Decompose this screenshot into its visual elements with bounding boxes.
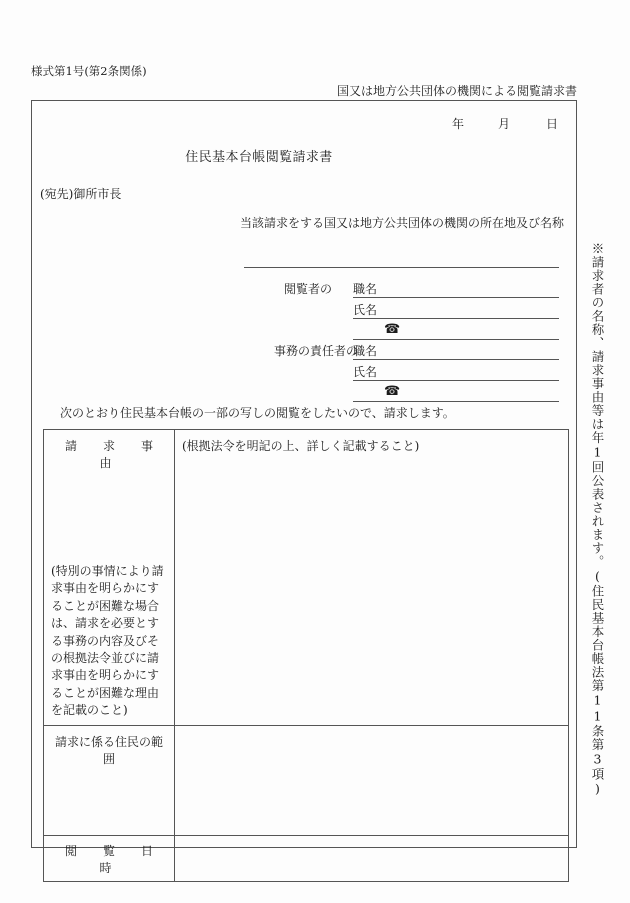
viewer-name-input-rule[interactable]: [353, 318, 559, 319]
scope-label-cell: [44, 725, 175, 835]
viewer-title-input-rule[interactable]: [353, 297, 559, 298]
form-code: 様式第1号(第2条関係): [31, 64, 147, 78]
table-row: [44, 725, 569, 835]
table-row: [44, 430, 569, 726]
datetime-value-cell[interactable]: [175, 835, 569, 881]
reason-value-cell[interactable]: [175, 430, 569, 726]
manager-prefix-label: 事務の責任者の: [274, 344, 359, 358]
reason-label: 請 求 事 由: [64, 439, 180, 470]
reason-note: (特別の事情により請求事由を明らかにすることが困難な場合は、請求を必要とする事務の内容及びその根拠法令並びに請求事由を明らかにすることが困難な理由を記載のこと): [51, 564, 164, 718]
manager-tel-input-rule[interactable]: [353, 401, 559, 402]
date-line: [32, 115, 578, 133]
organization-label: 当該請求をする国又は地方公共団体の機関の所在地及び名称: [240, 216, 565, 230]
manager-name-row: [32, 362, 578, 383]
request-sentence: 次のとおり住民基本台帳の一部の写しの閲覧をしたいので、請求します。: [60, 406, 455, 420]
datetime-value-hint: [182, 841, 561, 843]
scope-value-cell[interactable]: [175, 725, 569, 835]
side-note: ※請求者の名称、請求事由等は年1回公表されます。(住民基本台帳法第11条第3項): [590, 242, 605, 797]
viewer-title-label: 職名: [353, 282, 378, 296]
viewer-name-row: [32, 300, 578, 321]
manager-title-row: [32, 341, 578, 362]
viewer-tel-row: [32, 321, 578, 342]
viewer-block: [32, 279, 578, 342]
reason-value-hint: (根拠法令を明記の上、詳しく記載すること): [182, 439, 420, 453]
page-title: 住民基本台帳閲覧請求書: [185, 150, 333, 165]
viewer-prefix-label: 閲覧者の: [284, 282, 333, 296]
telephone-icon: ☎: [384, 384, 401, 399]
viewer-name-label: 氏名: [353, 303, 378, 317]
form-frame: [31, 100, 577, 875]
date-day-label: 日: [546, 117, 559, 131]
viewer-title-row: [32, 279, 578, 300]
date-month-label: 月: [498, 117, 511, 131]
document-heading: 国又は地方公共団体の機関による閲覧請求書: [336, 84, 577, 98]
addressee: (宛先)御所市長: [40, 187, 122, 201]
manager-name-input-rule[interactable]: [353, 380, 559, 381]
datetime-label: 閲 覧 日 時: [64, 843, 180, 875]
datetime-label-cell: [44, 835, 180, 881]
manager-block: [32, 341, 578, 404]
request-table: [43, 429, 569, 882]
manager-title-label: 職名: [353, 344, 378, 358]
manager-title-input-rule[interactable]: [353, 359, 559, 360]
reason-label-cell: [44, 430, 180, 726]
organization-input-rule[interactable]: [244, 267, 559, 268]
scope-value-hint: [182, 731, 561, 733]
table-row: [44, 835, 569, 881]
telephone-icon: ☎: [384, 322, 401, 337]
viewer-tel-input-rule[interactable]: [353, 339, 559, 340]
manager-tel-row: [32, 383, 578, 404]
date-year-label: 年: [452, 117, 465, 131]
manager-name-label: 氏名: [353, 365, 378, 379]
scope-label: 請求に係る住民の範囲: [54, 734, 163, 766]
